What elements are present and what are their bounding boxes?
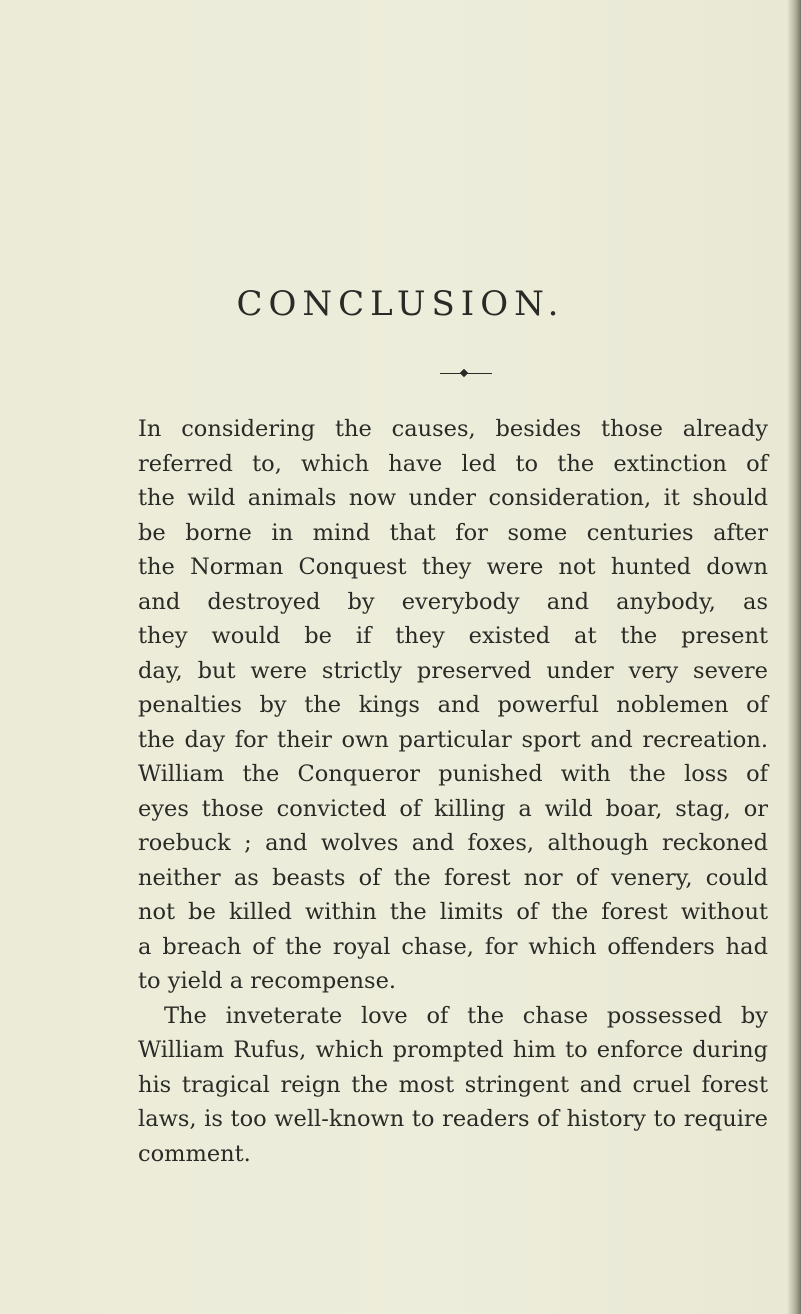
text-line: William Rufus, which prompted him to enforce during	[138, 1037, 768, 1063]
page-edge-shadow	[787, 0, 801, 1314]
text-line: the Norman Conquest they were not hunted down	[138, 554, 768, 580]
body-text	[138, 412, 768, 1171]
chapter-heading: CONCLUSION.	[236, 284, 565, 324]
text-line: they would be if they existed at the present	[138, 623, 768, 649]
text-line: roebuck ; and wolves and foxes, although reckoned	[138, 830, 768, 856]
text-line: neither as beasts of the forest nor of venery, could	[138, 864, 768, 891]
text-line: the wild animals now under consideration, it should	[138, 485, 768, 511]
text-line: In considering the causes, besides those already	[138, 416, 768, 442]
text-line: and destroyed by everybody and anybody, as	[138, 588, 768, 615]
text-line: his tragical reign the most stringent and cruel forest	[138, 1071, 768, 1098]
text-line: to yield a recompense.	[138, 968, 397, 994]
text-line: William the Conqueror punished with the loss of	[138, 761, 768, 787]
text-line: day, but were strictly preserved under very severe	[138, 657, 768, 684]
text-line: penalties by the kings and powerful noblemen of	[138, 692, 768, 718]
text-line: not be killed within the limits of the forest without	[138, 899, 768, 925]
text-line: eyes those convicted of killing a wild boar, stag, or	[138, 795, 768, 822]
text-line: the day for their own particular sport and recreation.	[138, 726, 768, 753]
text-line: comment.	[138, 1140, 251, 1167]
text-line: The inveterate love of the chase possessed by	[164, 1002, 768, 1029]
ornament-diamond-icon	[460, 369, 468, 377]
text-line: laws, is too well-known to readers of history to require	[138, 1106, 768, 1132]
ornamental-rule	[440, 368, 492, 380]
text-line: referred to, which have led to the extinction of	[138, 450, 768, 477]
text-line: a breach of the royal chase, for which offenders had	[138, 933, 768, 960]
text-line: be borne in mind that for some centuries after	[138, 519, 768, 546]
